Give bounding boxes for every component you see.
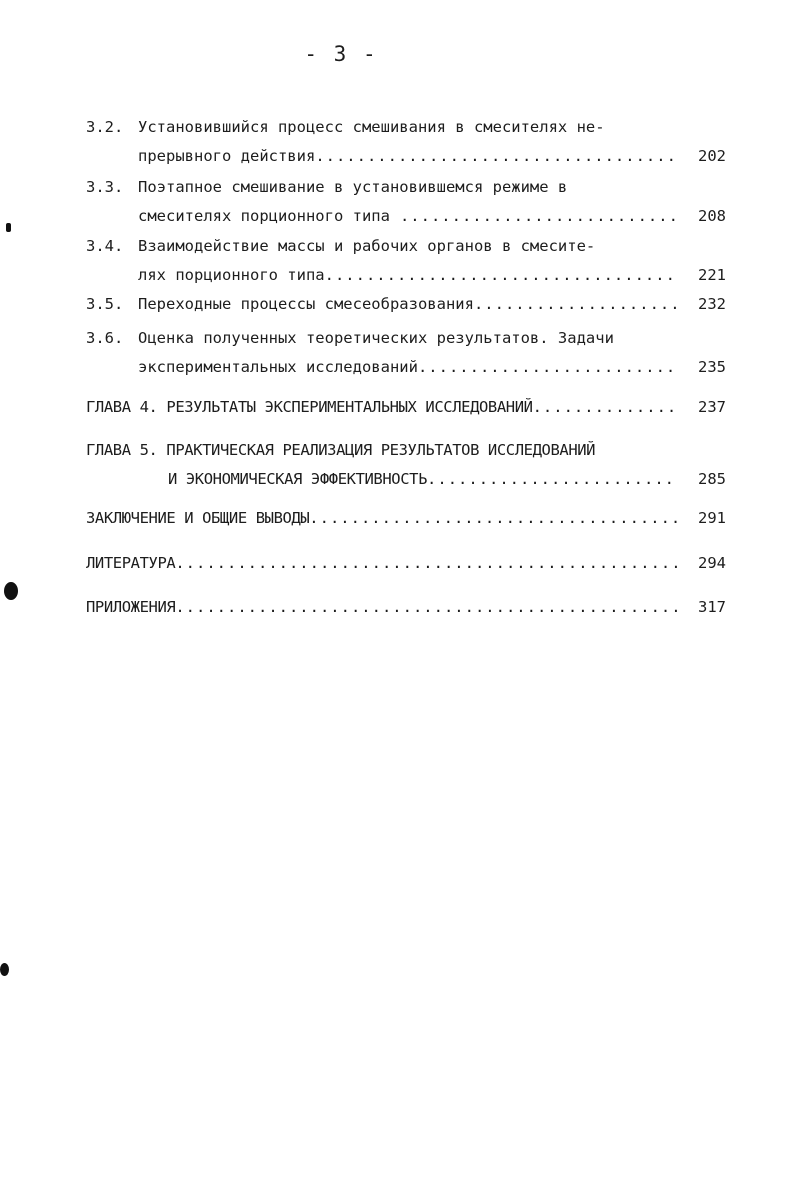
page-ref: 285 — [698, 470, 726, 488]
dot-leader — [175, 549, 678, 578]
dot-leader — [418, 353, 678, 382]
toc-chapter-5 — [86, 436, 726, 494]
section-number: 3.4. — [86, 237, 124, 255]
entry-title-continued: экспериментальных исследований — [138, 358, 418, 376]
toc-appendix — [86, 593, 726, 622]
ink-blot — [0, 963, 9, 976]
scan-speck — [6, 223, 11, 232]
toc-entry-3-6 — [86, 324, 726, 382]
entry-title: ЗАКЛЮЧЕНИЕ И ОБЩИЕ ВЫВОДЫ — [86, 509, 310, 527]
page-ref: 235 — [698, 358, 726, 376]
page-ref: 294 — [698, 554, 726, 572]
toc-entry-3-3 — [86, 173, 726, 231]
entry-title: ПРИЛОЖЕНИЯ — [86, 598, 176, 616]
toc-literature — [86, 549, 726, 578]
entry-title: Установившийся процесс смешивания в смесителях не- — [138, 118, 605, 136]
entry-title-continued: смесителях порционного типа — [138, 207, 390, 225]
entry-title-continued: лях порционного типа — [138, 266, 325, 284]
entry-title: Оценка полученных теоретических результатов. Задачи — [138, 329, 614, 347]
toc-entry-3-4 — [86, 232, 726, 290]
page-ref: 221 — [698, 266, 726, 284]
chapter-title: ГЛАВА 4. РЕЗУЛЬТАТЫ ЭКСПЕРИМЕНТАЛЬНЫХ ИССЛЕДОВАНИЙ — [86, 398, 533, 416]
section-number: 3.2. — [86, 118, 124, 136]
dot-leader — [315, 142, 678, 171]
toc-entry-3-5 — [86, 290, 726, 319]
dot-leader — [427, 465, 678, 494]
section-number: 3.3. — [86, 178, 124, 196]
entry-title: Переходные процессы смесеобразования — [138, 295, 474, 313]
page-ref: 237 — [698, 398, 726, 416]
dot-leader — [533, 393, 678, 422]
section-number: 3.5. — [86, 295, 124, 313]
page-ref: 208 — [698, 207, 726, 225]
toc-entry-3-2 — [86, 113, 726, 171]
entry-title: Взаимодействие массы и рабочих органов в смесите- — [138, 237, 596, 255]
chapter-title: ГЛАВА 5. ПРАКТИЧЕСКАЯ РЕАЛИЗАЦИЯ РЕЗУЛЬТАТОВ ИССЛЕДОВАНИЙ — [86, 441, 596, 459]
entry-title-continued: прерывного действия — [138, 147, 316, 165]
chapter-title-continued: И ЭКОНОМИЧЕСКАЯ ЭФФЕКТИВНОСТЬ — [168, 470, 428, 488]
toc-conclusion — [86, 504, 726, 533]
ink-blot — [4, 582, 18, 600]
page-ref: 317 — [698, 598, 726, 616]
entry-title: Поэтапное смешивание в установившемся режиме в — [138, 178, 568, 196]
dot-leader — [309, 504, 678, 533]
page-number: - 3 - — [304, 42, 378, 66]
entry-title: ЛИТЕРАТУРА — [86, 554, 176, 572]
dot-leader — [474, 290, 678, 319]
toc-chapter-4 — [86, 393, 726, 422]
section-number: 3.6. — [86, 329, 124, 347]
dot-leader — [390, 202, 678, 231]
dot-leader — [325, 261, 678, 290]
page-ref: 291 — [698, 509, 726, 527]
dot-leader — [175, 593, 678, 622]
page-ref: 202 — [698, 147, 726, 165]
page-ref: 232 — [698, 295, 726, 313]
